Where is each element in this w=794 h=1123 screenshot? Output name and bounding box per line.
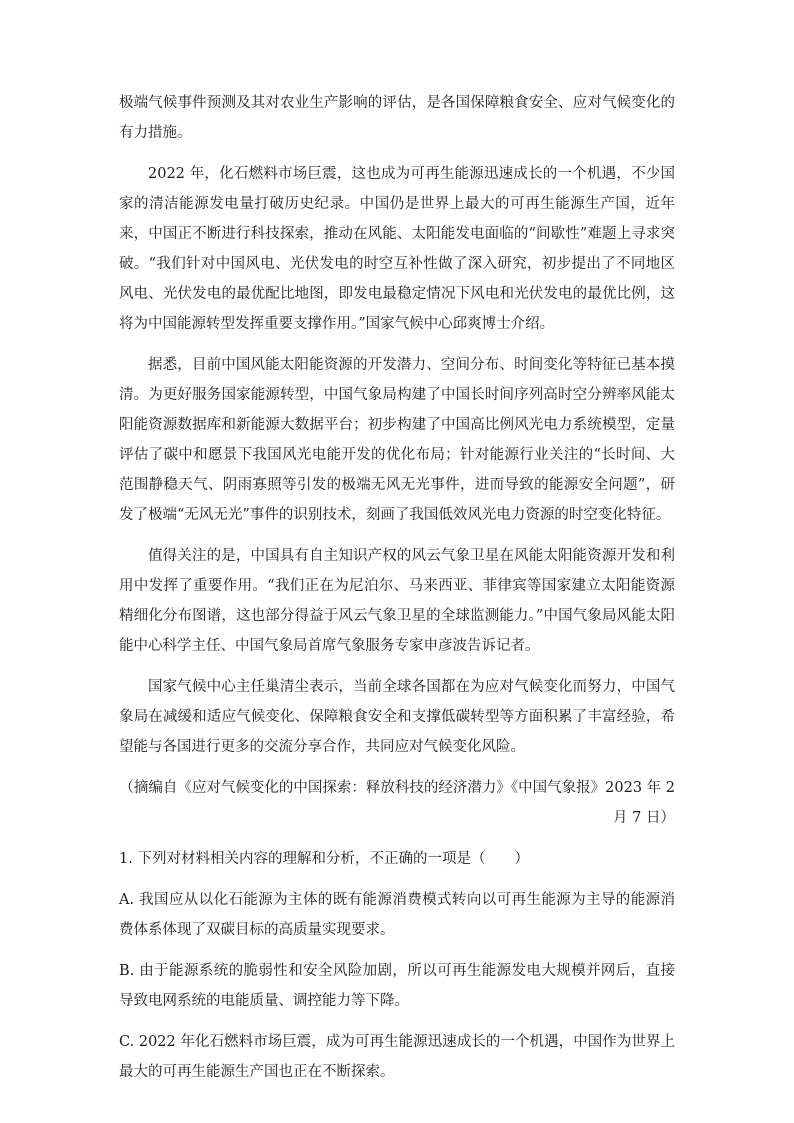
article-paragraph-4: 值得关注的是，中国具有自主知识产权的风云气象卫星在风能太阳能资源开发和利用中发挥了重要作用。“我们正在为尼泊尔、马来西亚、菲律宾等国家建立太阳能资源精细化分布图谱，这也部分得益于风云气象卫星的全球监测能力。”中国气象局风能太阳能中心科学主任、中国气象局首席气象服务专家申彦波告诉记者。 — [119, 548, 675, 654]
question-stem: 1. 下列对材料相关内容的理解和分析，不正确的一项是（ ） — [119, 851, 529, 867]
article-source: （摘编自《应对气候变化的中国探索：释放科技的经济潜力》《中国气象报》2023 年 2 月 7 日） — [119, 780, 675, 826]
option-c: C. 2022 年化石燃料市场巨震，成为可再生能源迅速成长的一个机遇，中国作为世界上最大的可再生能源生产国也正在不断探索。 — [119, 1034, 675, 1080]
option-a: A. 我国应从以化石能源为主体的既有能源消费模式转向以可再生能源为主导的能源消费体系体现了双碳目标的高质量实现要求。 — [119, 892, 675, 938]
article-paragraph-2: 2022 年，化石燃料市场巨震，这也成为可再生能源迅速成长的一个机遇，不少国家的清洁能源发电量打破历史纪录。中国仍是世界上最大的可再生能源生产国，近年来，中国正不断进行科技探索，推动在风能、太阳能发电面临的“间歇性”难题上寻求突破。“我们针对中国风电、光伏发电的时空互补性做了深入研究，初步提出了不同地区风电、光伏发电的最优配比地图，即发电最稳定情况下风电和光伏发电的最优比例，这将为中国能源转型发挥重要支撑作用。”国家气候中心邱爽博士介绍。 — [119, 166, 675, 332]
article-paragraph-5: 国家气候中心主任巢清尘表示，当前全球各国都在为应对气候变化而努力，中国气象局在减缓和适应气候变化、保障粮食安全和支撑低碳转型等方面积累了丰富经验，希望能与各国进行更多的交流分享合作，共同应对气候变化风险。 — [119, 679, 675, 755]
option-b: B. 由于能源系统的脆弱性和安全风险加剧，所以可再生能源发电大规模并网后，直接导致电网系统的电能质量、调控能力等下降。 — [119, 963, 675, 1009]
article-paragraph-1: 极端气候事件预测及其对农业生产影响的评估，是各国保障粮食安全、应对气候变化的有力措施。 — [119, 95, 675, 141]
document-page — [119, 88, 675, 1098]
article-paragraph-3: 据悉，目前中国风能太阳能资源的开发潜力、空间分布、时间变化等特征已基本摸清。为更好服务国家能源转型，中国气象局构建了中国长时间序列高时空分辨率风能太阳能资源数据库和新能源大数据平台；初步构建了中国高比例风光电力系统模型，定量评估了碳中和愿景下我国风光电能开发的优化布局；针对能源行业关注的“长时间、大范围静稳天气、阴雨寡照等引发的极端无风无光事件，进而导致的能源安全问题”，研发了极端“无风无光”事件的识别技术，刻画了我国低效风光电力资源的时空变化特征。 — [119, 357, 675, 523]
